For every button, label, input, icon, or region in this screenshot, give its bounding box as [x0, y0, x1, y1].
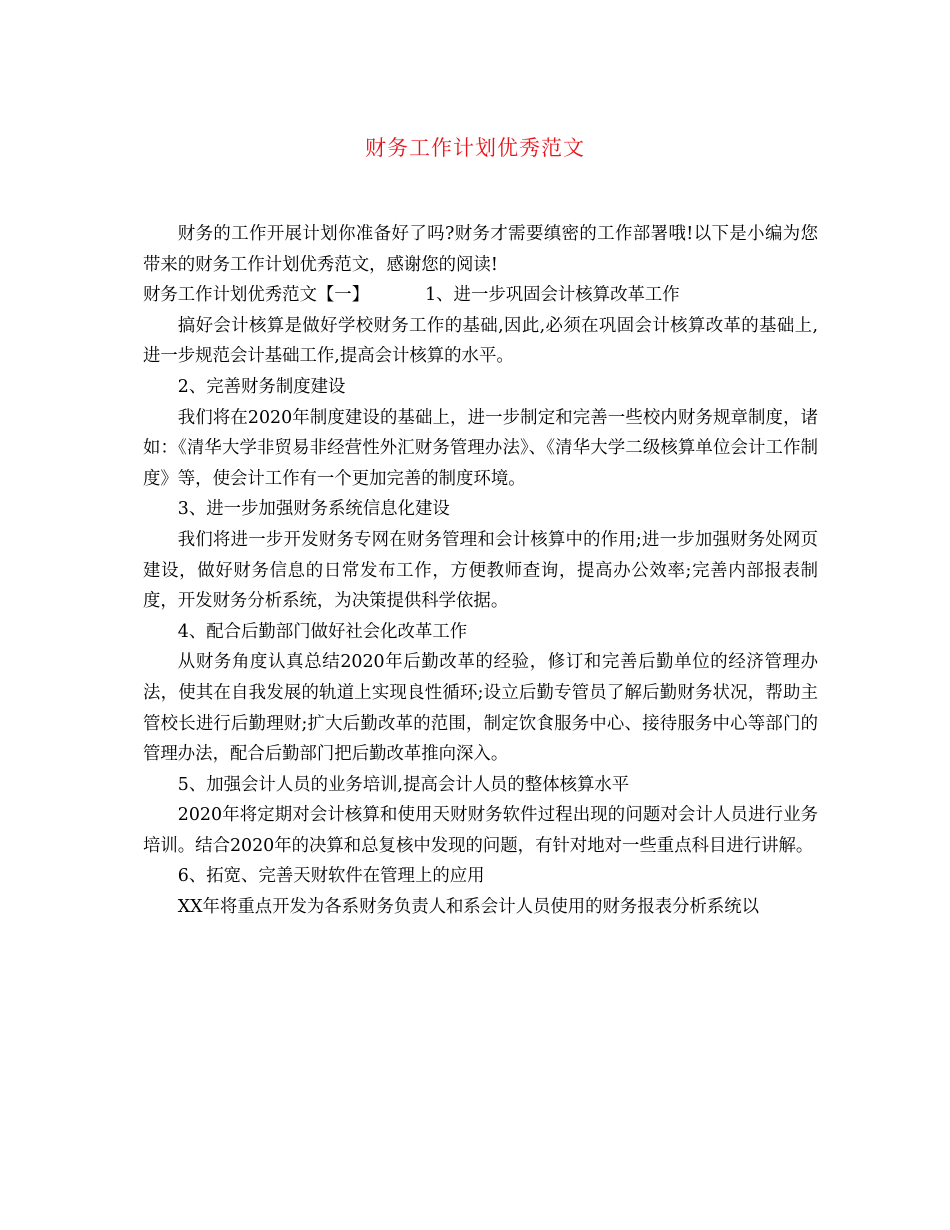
section-heading: [143, 280, 818, 311]
paragraph: 我们将在2020年制度建设的基础上，进一步制定和完善一些校内财务规章制度，诸如：《清华大学非贸易非经营性外汇财务管理办法》、《清华大学二级核算单位会计工作制度》等，使会计工作有一个更加完善的制度环境。: [143, 407, 818, 489]
item-heading: 5、加强会计人员的业务培训,提高会计人员的整体核算水平: [177, 774, 630, 795]
paragraph: 从财务角度认真总结2020年后勤改革的经验，修订和完善后勤单位的经济管理办法，使其在自我发展的轨道上实现良性循环;设立后勤专管员了解后勤财务状况，帮助主管校长进行后勤理财;扩大后勤改革的范围，制定饮食服务中心、接待服务中心等部门的管理办法，配合后勤部门把后勤改革推向深入。: [143, 652, 818, 765]
document-body: [143, 219, 818, 923]
section-heading-label: 财务工作计划优秀范文【一】: [143, 285, 370, 306]
paragraph: 搞好会计核算是做好学校财务工作的基础,因此,必须在巩固会计核算改革的基础上,进一步规范会计基础工作,提高会计核算的水平。: [143, 315, 818, 367]
item-heading: 2、完善财务制度建设: [177, 376, 346, 397]
paragraph: 2020年将定期对会计核算和使用天财财务软件过程出现的问题对会计人员进行业务培训。结合2020年的决算和总复核中发现的问题，有针对地对一些重点科目进行讲解。: [143, 805, 818, 856]
intro-paragraph: 财务的工作开展计划你准备好了吗?财务才需要缜密的工作部署哦!以下是小编为您带来的财务工作计划优秀范文，感谢您的阅读!: [143, 224, 818, 275]
section-heading-item: 1、进一步巩固会计核算改革工作: [425, 285, 680, 306]
item-heading: 6、拓宽、完善天财软件在管理上的应用: [177, 866, 485, 887]
item-heading: 3、进一步加强财务系统信息化建设: [177, 499, 450, 520]
document-title: 财务工作计划优秀范文: [365, 136, 585, 160]
paragraph: 我们将进一步开发财务专网在财务管理和会计核算中的作用;进一步加强财务处网页建设，做好财务信息的日常发布工作，方便教师查询，提高办公效率;完善内部报表制度，开发财务分析系统，为决策提供科学依据。: [143, 529, 818, 612]
item-heading: 4、配合后勤部门做好社会化改革工作: [177, 621, 468, 642]
paragraph: XX年将重点开发为各系财务负责人和系会计人员使用的财务报表分析系统以: [177, 897, 760, 918]
